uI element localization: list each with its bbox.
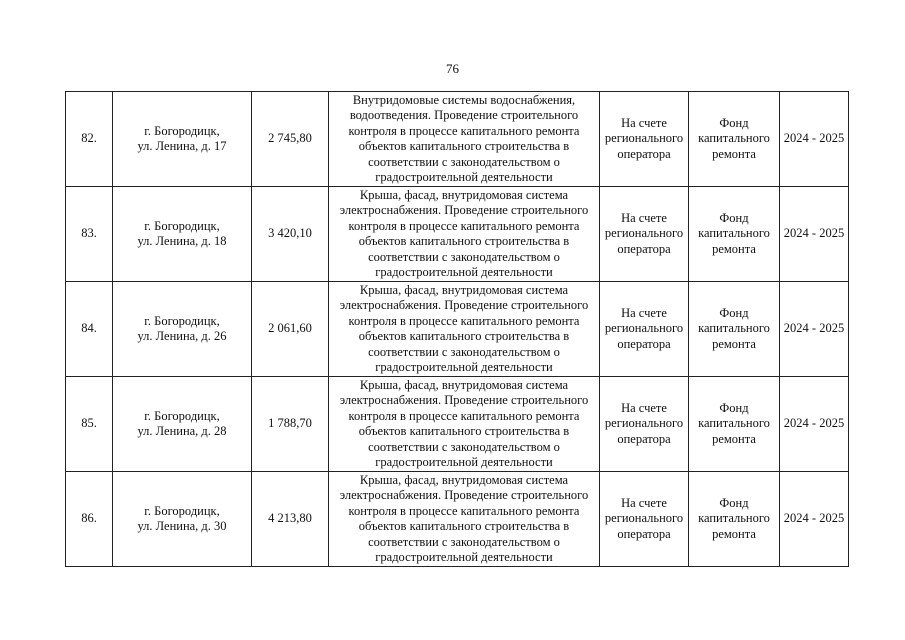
funding-source-cell: [689, 92, 780, 187]
works-description-line: объектов капитального строительства в: [358, 234, 570, 248]
funding-source-line: ремонта: [712, 241, 756, 256]
funding-method-line: оператора: [617, 146, 671, 161]
funding-source-line: Фонд: [719, 305, 749, 320]
works-description-line: электроснабжения. Проведение строительного: [339, 298, 589, 312]
funding-source-line: ремонта: [712, 526, 756, 541]
address-cell: [113, 472, 252, 567]
funding-method-line: На счете: [621, 210, 667, 225]
period-cell: 2024 - 2025: [780, 282, 849, 377]
works-description-line: контроля в процессе капитального ремонта: [348, 503, 580, 518]
funding-method-line: регионального: [604, 226, 684, 241]
funding-method-cell: [600, 187, 689, 282]
row-number-cell: 85.: [66, 377, 113, 472]
funding-source-line: ремонта: [712, 146, 756, 161]
address-cell: [113, 282, 252, 377]
funding-method-cell: [600, 282, 689, 377]
page-number: 76: [446, 61, 459, 76]
works-description-line: объектов капитального строительства в: [358, 519, 570, 533]
address-line: г. Богородицк,: [144, 218, 220, 233]
address-line: ул. Ленина, д. 26: [137, 329, 227, 343]
period-cell: 2024 - 2025: [780, 377, 849, 472]
works-description-line: соответствии с законодательством о: [368, 344, 560, 359]
works-description-line: водоотведения. Проведение строительного: [349, 108, 579, 122]
funding-source-line: ремонта: [712, 431, 756, 446]
works-description-line: контроля в процессе капитального ремонта: [348, 123, 580, 138]
address-cell: [113, 187, 252, 282]
table-row: [66, 282, 849, 377]
funding-method-cell: [600, 92, 689, 187]
funding-method-line: оператора: [617, 241, 671, 256]
works-description-line: контроля в процессе капитального ремонта: [348, 218, 580, 233]
funding-method-line: оператора: [617, 431, 671, 446]
works-description-line: соответствии с законодательством о: [368, 439, 560, 454]
works-description-line: градостроительной деятельности: [375, 455, 553, 469]
works-description-line: электроснабжения. Проведение строительного: [339, 203, 589, 217]
funding-method-line: регионального: [604, 321, 684, 336]
funding-method-line: регионального: [604, 131, 684, 146]
period-cell: 2024 - 2025: [780, 472, 849, 567]
funding-source-line: капитального: [698, 131, 770, 146]
funding-method-cell: [600, 377, 689, 472]
works-description-line: объектов капитального строительства в: [358, 424, 570, 438]
funding-method-line: регионального: [604, 416, 684, 431]
address-line: ул. Ленина, д. 28: [137, 424, 227, 438]
works-description-line: контроля в процессе капитального ремонта: [348, 408, 580, 423]
funding-method-line: оператора: [617, 526, 671, 541]
table-row: [66, 187, 849, 282]
funding-method-line: На счете: [621, 305, 667, 320]
works-description-line: контроля в процессе капитального ремонта: [348, 313, 580, 328]
works-description-cell: [329, 92, 600, 187]
address-line: г. Богородицк,: [144, 503, 220, 518]
works-description-line: градостроительной деятельности: [375, 360, 553, 374]
funding-method-cell: [600, 472, 689, 567]
works-description-line: соответствии с законодательством о: [368, 249, 560, 264]
cost-cell: 1 788,70: [252, 377, 329, 472]
funding-source-cell: [689, 187, 780, 282]
period-cell: 2024 - 2025: [780, 92, 849, 187]
period-cell: 2024 - 2025: [780, 187, 849, 282]
works-description-cell: [329, 282, 600, 377]
funding-source-line: капитального: [698, 511, 770, 526]
cost-cell: 3 420,10: [252, 187, 329, 282]
funding-source-cell: [689, 472, 780, 567]
funding-source-line: Фонд: [719, 495, 749, 510]
cost-cell: 2 745,80: [252, 92, 329, 187]
table-row: [66, 377, 849, 472]
funding-method-line: оператора: [617, 336, 671, 351]
works-description-line: градостроительной деятельности: [375, 265, 553, 279]
works-description-line: Внутридомовые системы водоснабжения,: [352, 92, 576, 107]
cost-cell: 2 061,60: [252, 282, 329, 377]
cost-cell: 4 213,80: [252, 472, 329, 567]
address-line: ул. Ленина, д. 30: [137, 519, 227, 533]
works-description-line: электроснабжения. Проведение строительного: [339, 488, 589, 502]
funding-source-line: капитального: [698, 321, 770, 336]
address-line: г. Богородицк,: [144, 408, 220, 423]
funding-source-line: ремонта: [712, 336, 756, 351]
works-description-cell: [329, 187, 600, 282]
table-row: [66, 472, 849, 567]
works-description-line: объектов капитального строительства в: [358, 139, 570, 153]
works-description-line: градостроительной деятельности: [375, 550, 553, 564]
funding-method-line: На счете: [621, 400, 667, 415]
funding-method-line: На счете: [621, 495, 667, 510]
address-line: ул. Ленина, д. 18: [137, 234, 227, 248]
table-row: [66, 92, 849, 187]
funding-source-line: капитального: [698, 416, 770, 431]
row-number-cell: 84.: [66, 282, 113, 377]
address-line: г. Богородицк,: [144, 123, 220, 138]
funding-source-cell: [689, 282, 780, 377]
row-number-cell: 82.: [66, 92, 113, 187]
works-description-line: Крыша, фасад, внутридомовая система: [359, 187, 569, 202]
address-cell: [113, 377, 252, 472]
works-description-line: соответствии с законодательством о: [368, 154, 560, 169]
table-body: [66, 92, 849, 567]
funding-source-line: Фонд: [719, 210, 749, 225]
works-description-line: градостроительной деятельности: [375, 170, 553, 184]
works-description-cell: [329, 377, 600, 472]
works-description-line: Крыша, фасад, внутридомовая система: [359, 472, 569, 487]
funding-method-line: На счете: [621, 115, 667, 130]
address-line: г. Богородицк,: [144, 313, 220, 328]
works-description-line: соответствии с законодательством о: [368, 534, 560, 549]
works-description-cell: [329, 472, 600, 567]
address-cell: [113, 92, 252, 187]
works-description-line: Крыша, фасад, внутридомовая система: [359, 282, 569, 297]
works-description-line: объектов капитального строительства в: [358, 329, 570, 343]
funding-source-line: капитального: [698, 226, 770, 241]
funding-method-line: регионального: [604, 511, 684, 526]
funding-source-line: Фонд: [719, 115, 749, 130]
funding-source-line: Фонд: [719, 400, 749, 415]
works-description-line: Крыша, фасад, внутридомовая система: [359, 377, 569, 392]
address-line: ул. Ленина, д. 17: [137, 139, 227, 153]
funding-source-cell: [689, 377, 780, 472]
works-description-line: электроснабжения. Проведение строительного: [339, 393, 589, 407]
capital-repair-table: [65, 91, 849, 567]
row-number-cell: 86.: [66, 472, 113, 567]
row-number-cell: 83.: [66, 187, 113, 282]
